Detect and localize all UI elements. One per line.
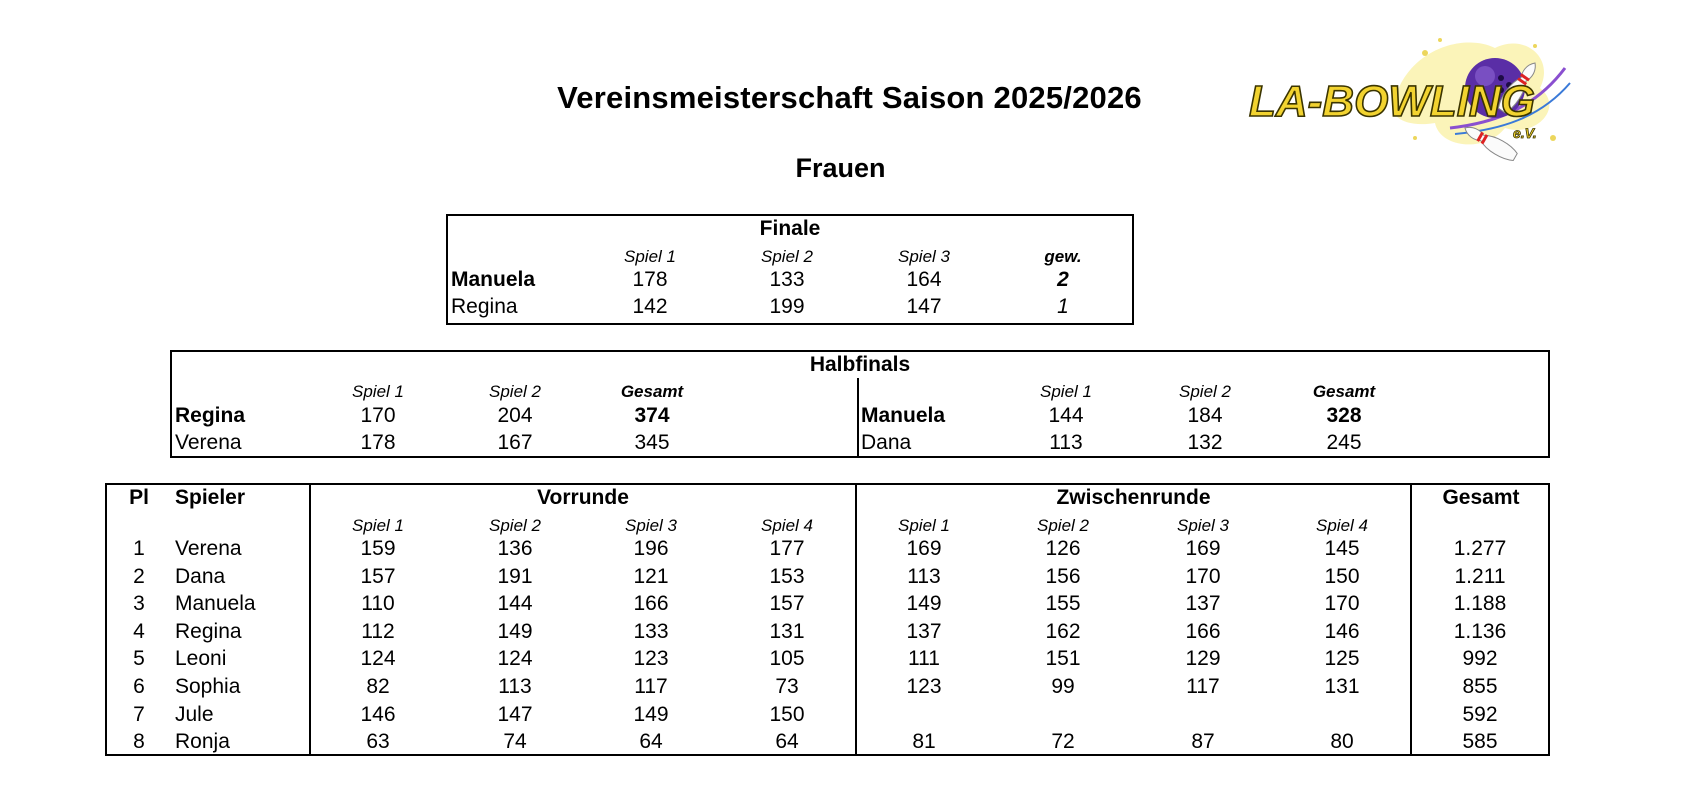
player-name: Verena (175, 537, 242, 560)
finale-score: 164 (906, 268, 942, 291)
vorrunde-score: 149 (633, 703, 669, 726)
player-name: Jule (175, 703, 214, 726)
vorrunde-game-header: Spiel 2 (489, 516, 541, 535)
vorrunde-score: 146 (360, 703, 396, 726)
placement: 3 (133, 592, 145, 615)
total-score: 1.277 (1453, 537, 1507, 560)
zwischenrunde-score: 81 (912, 730, 936, 753)
vorrunde-score: 196 (633, 537, 669, 560)
vorrunde-score: 74 (503, 730, 527, 753)
zwischenrunde-score: 72 (1051, 730, 1075, 753)
zwischenrunde-score: 162 (1045, 620, 1081, 643)
zwischenrunde-score: 99 (1051, 675, 1075, 698)
zwischenrunde-game-header: Spiel 3 (1177, 516, 1229, 535)
zwischenrunde-score: 170 (1324, 592, 1360, 615)
vorrunde-score: 73 (775, 675, 799, 698)
vorrunde-score: 149 (497, 620, 533, 643)
zwischenrunde-score: 129 (1185, 647, 1221, 670)
standings-divider (309, 483, 311, 756)
finale-player-name: Manuela (451, 268, 536, 291)
halbfinals-player-name: Dana (861, 431, 912, 454)
vorrunde-score: 112 (361, 620, 395, 643)
vorrunde-score: 177 (769, 537, 805, 560)
zwischenrunde-score: 111 (908, 647, 940, 670)
placement: 6 (133, 675, 145, 698)
halbfinals-header-spiel2: Spiel 2 (1179, 382, 1231, 401)
player-name: Dana (175, 565, 226, 588)
halbfinals-total: 245 (1326, 431, 1362, 454)
vorrunde-score: 144 (497, 592, 533, 615)
placement: 7 (133, 703, 145, 726)
finale-score: 147 (906, 295, 942, 318)
halbfinals-divider (857, 378, 859, 458)
halbfinals-score: 144 (1048, 404, 1084, 427)
vorrunde-score: 157 (769, 592, 805, 615)
vorrunde-score: 131 (769, 620, 805, 643)
vorrunde-score: 64 (775, 730, 799, 753)
vorrunde-score: 150 (769, 703, 805, 726)
halbfinals-score: 113 (1049, 431, 1083, 454)
standings-divider (1410, 483, 1412, 756)
zwischenrunde-score: 137 (906, 620, 942, 643)
placement: 4 (133, 620, 145, 643)
zwischenrunde-score: 169 (906, 537, 942, 560)
halbfinals-score: 204 (497, 404, 533, 427)
zwischenrunde-score: 170 (1185, 565, 1221, 588)
finale-wins: 2 (1057, 268, 1069, 291)
vorrunde-score: 157 (360, 565, 396, 588)
standings-header-zwischenrunde: Zwischenrunde (1056, 486, 1211, 509)
finale-header-spiel1: Spiel 1 (624, 247, 676, 266)
vorrunde-score: 64 (639, 730, 663, 753)
standings-header-vorrunde: Vorrunde (537, 486, 629, 509)
placement: 2 (133, 565, 145, 588)
finale-header-spiel2: Spiel 2 (761, 247, 813, 266)
placement: 8 (133, 730, 145, 753)
vorrunde-score: 133 (633, 620, 669, 643)
player-name: Regina (175, 620, 242, 643)
halbfinals-title: Halbfinals (809, 353, 911, 376)
halbfinals-header-spiel2: Spiel 2 (489, 382, 541, 401)
finale-score: 178 (632, 268, 668, 291)
halbfinals-score: 167 (497, 431, 533, 454)
total-score: 1.211 (1454, 565, 1506, 588)
total-score: 1.188 (1453, 592, 1507, 615)
vorrunde-score: 159 (360, 537, 396, 560)
halbfinals-player-name: Verena (175, 431, 242, 454)
zwischenrunde-score: 145 (1324, 537, 1360, 560)
vorrunde-score: 82 (366, 675, 390, 698)
zwischenrunde-score: 169 (1185, 537, 1221, 560)
standings-header-gesamt: Gesamt (1442, 486, 1520, 509)
vorrunde-score: 153 (769, 565, 805, 588)
player-name: Leoni (175, 647, 227, 670)
halbfinals-score: 184 (1187, 404, 1223, 427)
halbfinals-score: 170 (360, 404, 396, 427)
zwischenrunde-score: 146 (1324, 620, 1360, 643)
halbfinals-header-spiel1: Spiel 1 (352, 382, 404, 401)
zwischenrunde-score: 126 (1045, 537, 1081, 560)
zwischenrunde-score: 156 (1045, 565, 1081, 588)
finale-header-spiel3: Spiel 3 (898, 247, 950, 266)
halbfinals-score: 178 (360, 431, 396, 454)
player-name: Ronja (175, 730, 230, 753)
zwischenrunde-score: 150 (1324, 565, 1360, 588)
total-score: 1.136 (1453, 620, 1507, 643)
halbfinals-player-name: Manuela (861, 404, 946, 427)
standings-header-spieler: Spieler (175, 486, 246, 509)
standings-divider (855, 483, 857, 756)
logo-suffix: e.V. (1513, 125, 1537, 141)
vorrunde-score: 110 (361, 592, 395, 615)
vorrunde-score: 166 (633, 592, 669, 615)
zwischenrunde-score: 149 (906, 592, 942, 615)
zwischenrunde-score: 117 (1186, 675, 1220, 698)
vorrunde-score: 123 (633, 647, 669, 670)
club-logo (1235, 28, 1595, 168)
vorrunde-score: 124 (497, 647, 533, 670)
halbfinals-header-spiel1: Spiel 1 (1040, 382, 1092, 401)
vorrunde-score: 105 (769, 647, 805, 670)
vorrunde-score: 136 (497, 537, 533, 560)
page-subtitle: Frauen (795, 153, 886, 183)
total-score: 592 (1462, 703, 1498, 726)
zwischenrunde-score: 137 (1185, 592, 1221, 615)
finale-score: 133 (769, 268, 805, 291)
finale-wins: 1 (1057, 295, 1069, 318)
vorrunde-game-header: Spiel 3 (625, 516, 677, 535)
placement: 5 (133, 647, 145, 670)
player-name: Sophia (175, 675, 241, 698)
zwischenrunde-score: 125 (1324, 647, 1360, 670)
halbfinals-score: 132 (1187, 431, 1223, 454)
total-score: 585 (1462, 730, 1498, 753)
zwischenrunde-score: 123 (906, 675, 942, 698)
vorrunde-score: 191 (497, 565, 533, 588)
zwischenrunde-score: 151 (1045, 647, 1081, 670)
zwischenrunde-score: 131 (1324, 675, 1360, 698)
vorrunde-score: 63 (366, 730, 390, 753)
logo-text: LA-BOWLING (1249, 77, 1535, 126)
vorrunde-game-header: Spiel 1 (352, 516, 404, 535)
finale-title: Finale (759, 217, 821, 240)
zwischenrunde-score: 87 (1191, 730, 1215, 753)
total-score: 855 (1462, 675, 1498, 698)
vorrunde-score: 117 (634, 675, 668, 698)
placement: 1 (133, 537, 145, 560)
vorrunde-score: 121 (633, 565, 669, 588)
zwischenrunde-game-header: Spiel 1 (898, 516, 950, 535)
vorrunde-score: 147 (497, 703, 533, 726)
zwischenrunde-game-header: Spiel 2 (1037, 516, 1089, 535)
halbfinals-header-gesamt: Gesamt (1312, 382, 1376, 401)
zwischenrunde-score: 155 (1045, 592, 1081, 615)
finale-score: 142 (632, 295, 668, 318)
zwischenrunde-score: 80 (1330, 730, 1354, 753)
finale-player-name: Regina (451, 295, 518, 318)
finale-score: 199 (769, 295, 805, 318)
zwischenrunde-score: 166 (1185, 620, 1221, 643)
vorrunde-game-header: Spiel 4 (761, 516, 813, 535)
halbfinals-total: 345 (634, 431, 670, 454)
zwischenrunde-game-header: Spiel 4 (1316, 516, 1368, 535)
vorrunde-score: 124 (360, 647, 396, 670)
total-score: 992 (1462, 647, 1498, 670)
page-title: Vereinsmeisterschaft Saison 2025/2026 (557, 80, 1142, 115)
halbfinals-total: 328 (1326, 404, 1362, 427)
halbfinals-total: 374 (634, 404, 670, 427)
halbfinals-player-name: Regina (175, 404, 246, 427)
vorrunde-score: 113 (498, 675, 532, 698)
zwischenrunde-score: 113 (907, 565, 941, 588)
halbfinals-header-gesamt: Gesamt (620, 382, 684, 401)
player-name: Manuela (175, 592, 256, 615)
standings-header-pl: Pl (129, 486, 149, 509)
finale-header-gew: gew. (1044, 247, 1082, 266)
